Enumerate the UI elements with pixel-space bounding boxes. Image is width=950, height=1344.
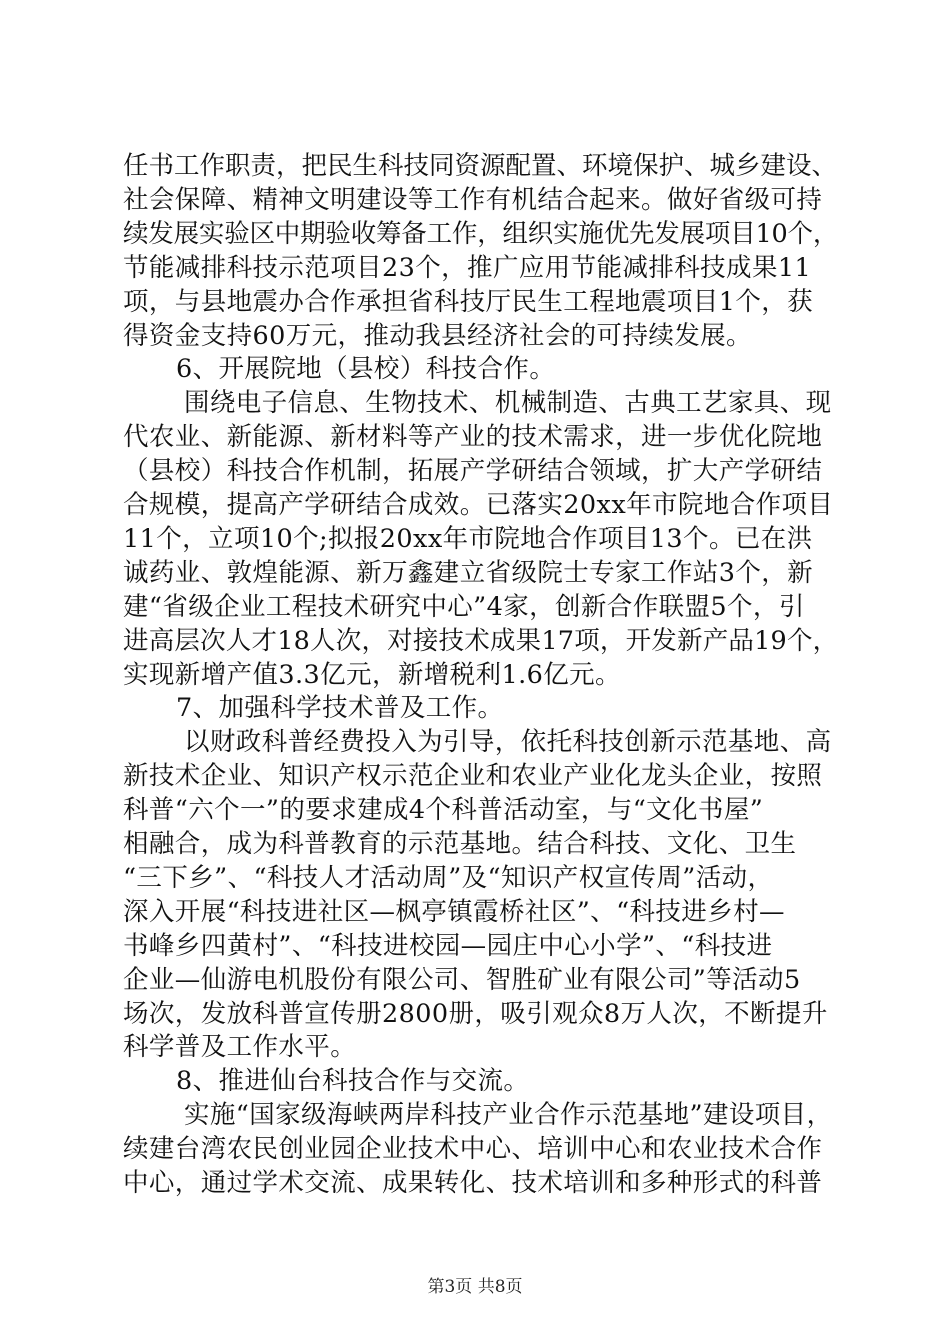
page-number-footer: 第3页 共8页 <box>427 1277 523 1297</box>
body-text-line: 任书工作职责，把民生科技同资源配置、环境保护、城乡建设、 <box>123 151 838 181</box>
body-text-line: “三下乡”、“科技人才活动周”及“知识产权宣传周”活动， <box>123 862 774 893</box>
paragraph-first-line: 以财政科普经费投入为引导，依托科技创新示范基地、高 <box>184 727 832 758</box>
body-text-line: 书峰乡四黄村”、“科技进校园—园庄中心小学”、“科技进 <box>123 930 773 961</box>
body-text-line: 建“省级企业工程技术研究中心”4家，创新合作联盟5个，引 <box>123 591 805 622</box>
body-text-line: 续建台湾农民创业园企业技术中心、培训中心和农业技术合作 <box>123 1134 823 1165</box>
body-text-line: 科学普及工作水平。 <box>123 1032 357 1063</box>
body-text-line: 得资金支持60万元，推动我县经济社会的可持续发展。 <box>123 320 752 351</box>
body-text-line: 诚药业、敦煌能源、新万鑫建立省级院士专家工作站3个，新 <box>123 557 814 588</box>
body-text-line: 节能减排科技示范项目23个，推广应用节能减排科技成果11 <box>123 252 812 283</box>
body-text-line: 续发展实验区中期验收筹备工作，组织实施优先发展项目10个， <box>123 218 839 249</box>
body-text-line: 11个，立项10个;拟报20xx年市院地合作项目13个。已在洪 <box>123 523 813 554</box>
section-heading: 6、开展院地（县校）科技合作。 <box>176 354 556 385</box>
paragraph-first-line: 围绕电子信息、生物技术、机械制造、古典工艺家具、现 <box>184 388 832 419</box>
body-text-line: 科普“六个一”的要求建成4个科普活动室，与“文化书屋” <box>123 795 764 826</box>
body-text-line: 相融合，成为科普教育的示范基地。结合科技、文化、卫生 <box>123 829 797 859</box>
paragraph-first-line: 实施“国家级海峡两岸科技产业合作示范基地”建设项目， <box>184 1100 833 1131</box>
body-text-line: 新技术企业、知识产权示范企业和农业产业化龙头企业，按照 <box>123 761 823 792</box>
body-text-line: 代农业、新能源、新材料等产业的技术需求，进一步优化院地 <box>123 422 823 453</box>
body-text-line: 场次，发放科普宣传册2800册，吸引观众8万人次，不断提升 <box>123 998 828 1029</box>
section-heading: 7、加强科学技术普及工作。 <box>176 693 504 724</box>
body-text-line: 实现新增产值3.3亿元，新增税利1.6亿元。 <box>123 659 621 690</box>
body-text-line: 中心，通过学术交流、成果转化、技术培训和多种形式的科普 <box>123 1168 823 1198</box>
body-text-line: 深入开展“科技进社区—枫亭镇霞桥社区”、“科技进乡村— <box>123 896 785 927</box>
body-text-line: 社会保障、精神文明建设等工作有机结合起来。做好省级可持 <box>123 184 823 215</box>
section-heading: 8、推进仙台科技合作与交流。 <box>176 1066 530 1097</box>
body-text-line: 进高层次人才18人次，对接技术成果17项，开发新产品19个， <box>123 625 839 656</box>
body-text-line: 项，与县地震办合作承担省科技厅民生工程地震项目1个，获 <box>123 286 814 317</box>
body-text-line: （县校）科技合作机制，拓展产学研结合领域，扩大产学研结 <box>123 456 823 487</box>
body-text-line: 合规模，提高产学研结合成效。已落实20xx年市院地合作项目 <box>123 490 834 520</box>
body-text-line: 企业—仙游电机股份有限公司、智胜矿业有限公司”等活动5 <box>123 964 801 995</box>
